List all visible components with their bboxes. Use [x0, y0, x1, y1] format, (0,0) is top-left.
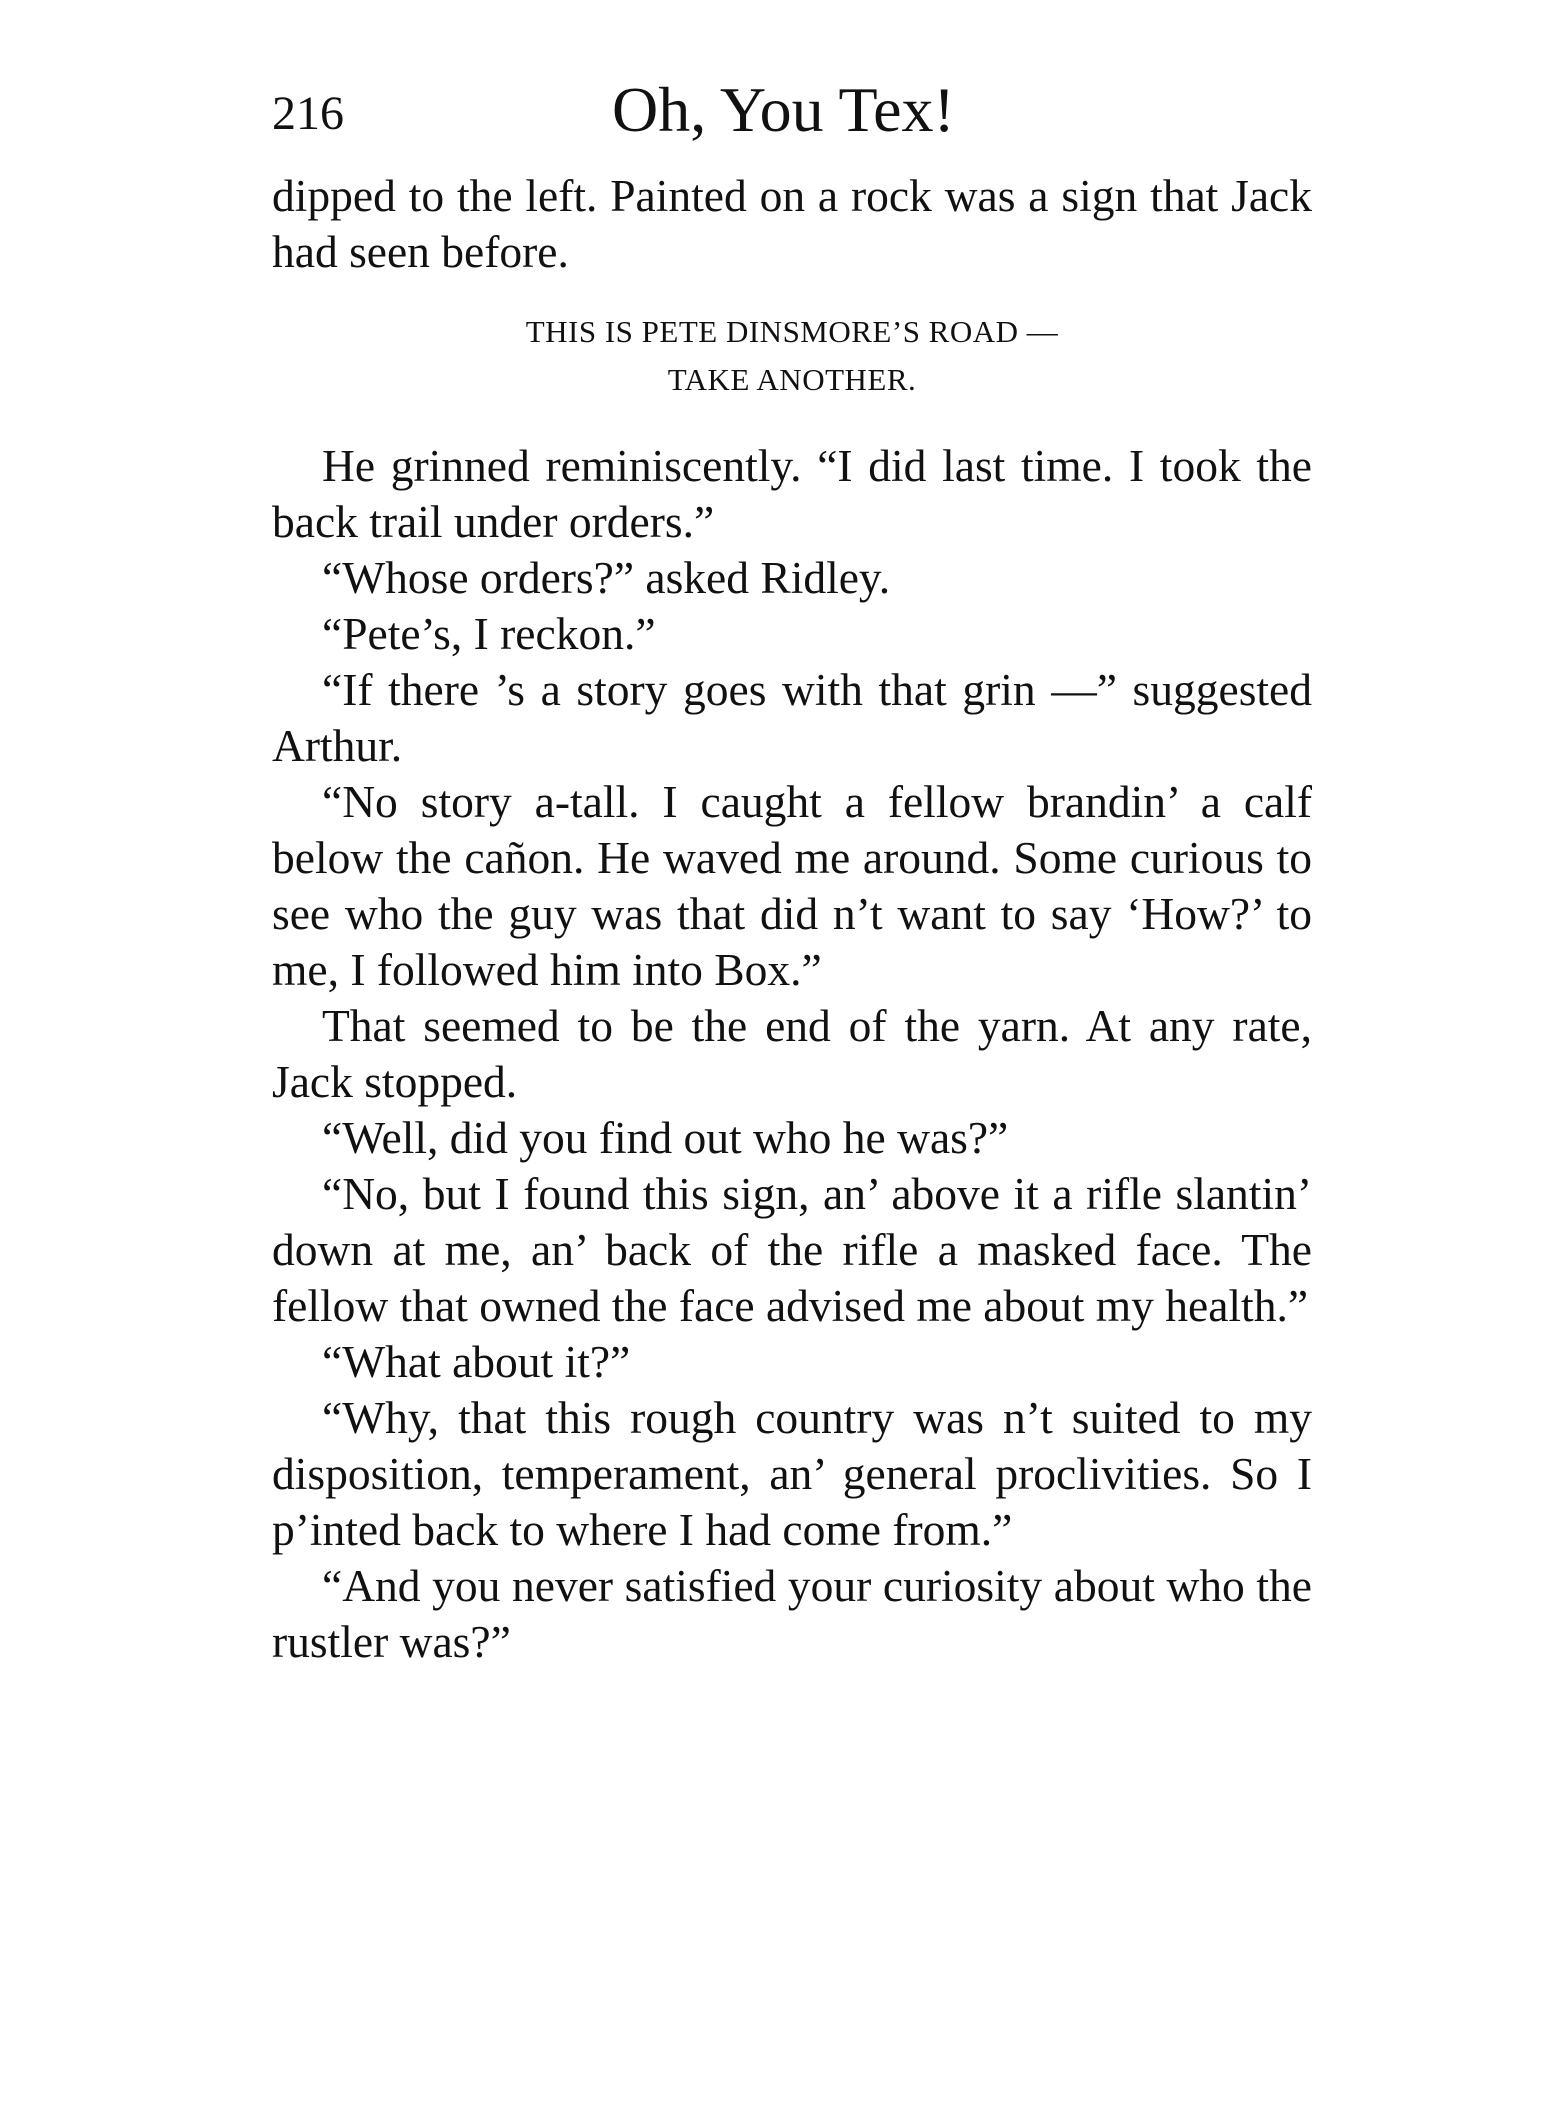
body-text — [272, 168, 1312, 1670]
page-number: 216 — [272, 87, 344, 140]
paragraph: “No, but I found this sign, an’ above it a rifle slantin’ down at me, an’ back of the rifle a masked face. The fellow that owned the face advised me about my health.” — [272, 1168, 1312, 1331]
paragraph: “If there ’s a story goes with that grin —” suggested Arthur. — [272, 664, 1312, 771]
sign-line-2: TAKE ANOTHER. — [667, 362, 917, 397]
paragraph: “What about it?” — [322, 1336, 631, 1387]
paragraph: He grinned reminiscently. “I did last time. I took the back trail under orders.” — [272, 440, 1312, 547]
paragraph: “Why, that this rough country was n’t suited to my disposition, temperament, an’ general proclivities. So I p’inted back to where I had come from.” — [272, 1392, 1312, 1555]
paragraph: That seemed to be the end of the yarn. At any rate, Jack stopped. — [272, 1000, 1312, 1107]
page-header — [272, 70, 1312, 150]
paragraph: “No story a-tall. I caught a fellow brandin’ a calf below the cañon. He waved me around. Some curious to see who the guy was that did n’t want to say ‘How?’ to me, I followed him into Box.” — [272, 776, 1312, 995]
paragraph: “And you never satisfied your curiosity about who the rustler was?” — [272, 1560, 1312, 1667]
paragraph: “Whose orders?” asked Ridley. — [322, 552, 891, 603]
rock-sign — [272, 308, 1312, 404]
paragraph: “Well, did you find out who he was?” — [322, 1112, 1009, 1163]
opening-paragraph: dipped to the left. Painted on a rock was a sign that Jack had seen before. — [272, 170, 1312, 277]
sign-line-1: THIS IS PETE DINSMORE’S ROAD — — [525, 314, 1059, 349]
running-title: Oh, You Tex! — [612, 74, 955, 145]
paragraph: “Pete’s, I reckon.” — [322, 608, 656, 659]
